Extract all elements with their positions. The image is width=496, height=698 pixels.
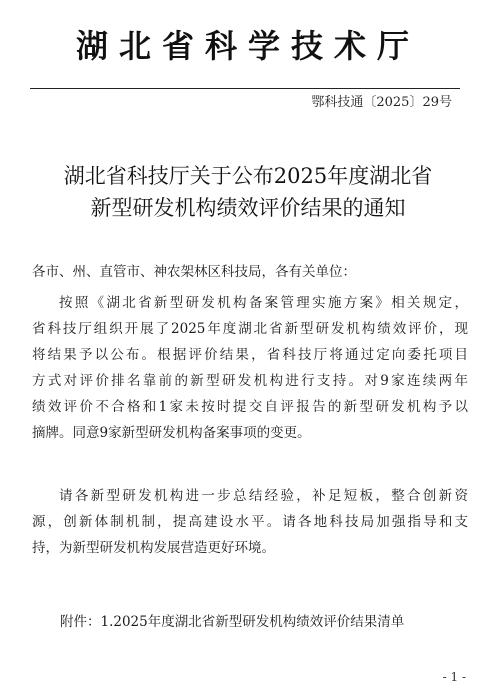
paragraph-line: 将结果予以公布。根据评价结果，省科技厅将通过定向委托项目 bbox=[32, 347, 468, 363]
body-paragraph-1 bbox=[32, 290, 468, 446]
header-divider-line bbox=[30, 88, 460, 89]
salutation: 各市、州、直管市、神农架林区科技局，各有关单位： bbox=[32, 264, 356, 280]
attachment-list-item: 附件：1.2025年度湖北省新型研发机构绩效评价结果清单 bbox=[60, 614, 405, 630]
paragraph-line: 源，创新体制机制，提高建设水平。请各地科技局加强指导和支 bbox=[32, 514, 468, 530]
body-paragraph-2 bbox=[32, 483, 468, 561]
paragraph-line: 按照《湖北省新型研发机构备案管理实施方案》相关规定， bbox=[59, 295, 468, 311]
paragraph-line: 摘牌。同意9家新型研发机构备案事项的变更。 bbox=[32, 425, 311, 441]
paragraph-line: 绩效评价不合格和1家未按时提交自评报告的新型研发机构予以 bbox=[32, 399, 468, 415]
document-title-line-1: 湖北省科技厅关于公布2025年度湖北省 bbox=[63, 164, 433, 188]
document-title bbox=[0, 160, 496, 224]
document-number: 鄂科技通〔2025〕29号 bbox=[311, 95, 452, 110]
document-title-line-2: 新型研发机构绩效评价结果的通知 bbox=[90, 196, 406, 220]
paragraph-line: 请各新型研发机构进一步总结经验，补足短板，整合创新资 bbox=[59, 488, 468, 504]
issuing-organization-header: 湖北省科学技术厅 bbox=[75, 27, 420, 65]
paragraph-line: 持，为新型研发机构发展营造更好环境。 bbox=[32, 540, 275, 556]
paragraph-line: 方式对评价排名靠前的新型研发机构进行支持。对9家连续两年 bbox=[32, 373, 468, 389]
page-number: - 1 - bbox=[442, 670, 466, 684]
paragraph-line: 省科技厅组织开展了2025年度湖北省新型研发机构绩效评价，现 bbox=[32, 321, 468, 337]
